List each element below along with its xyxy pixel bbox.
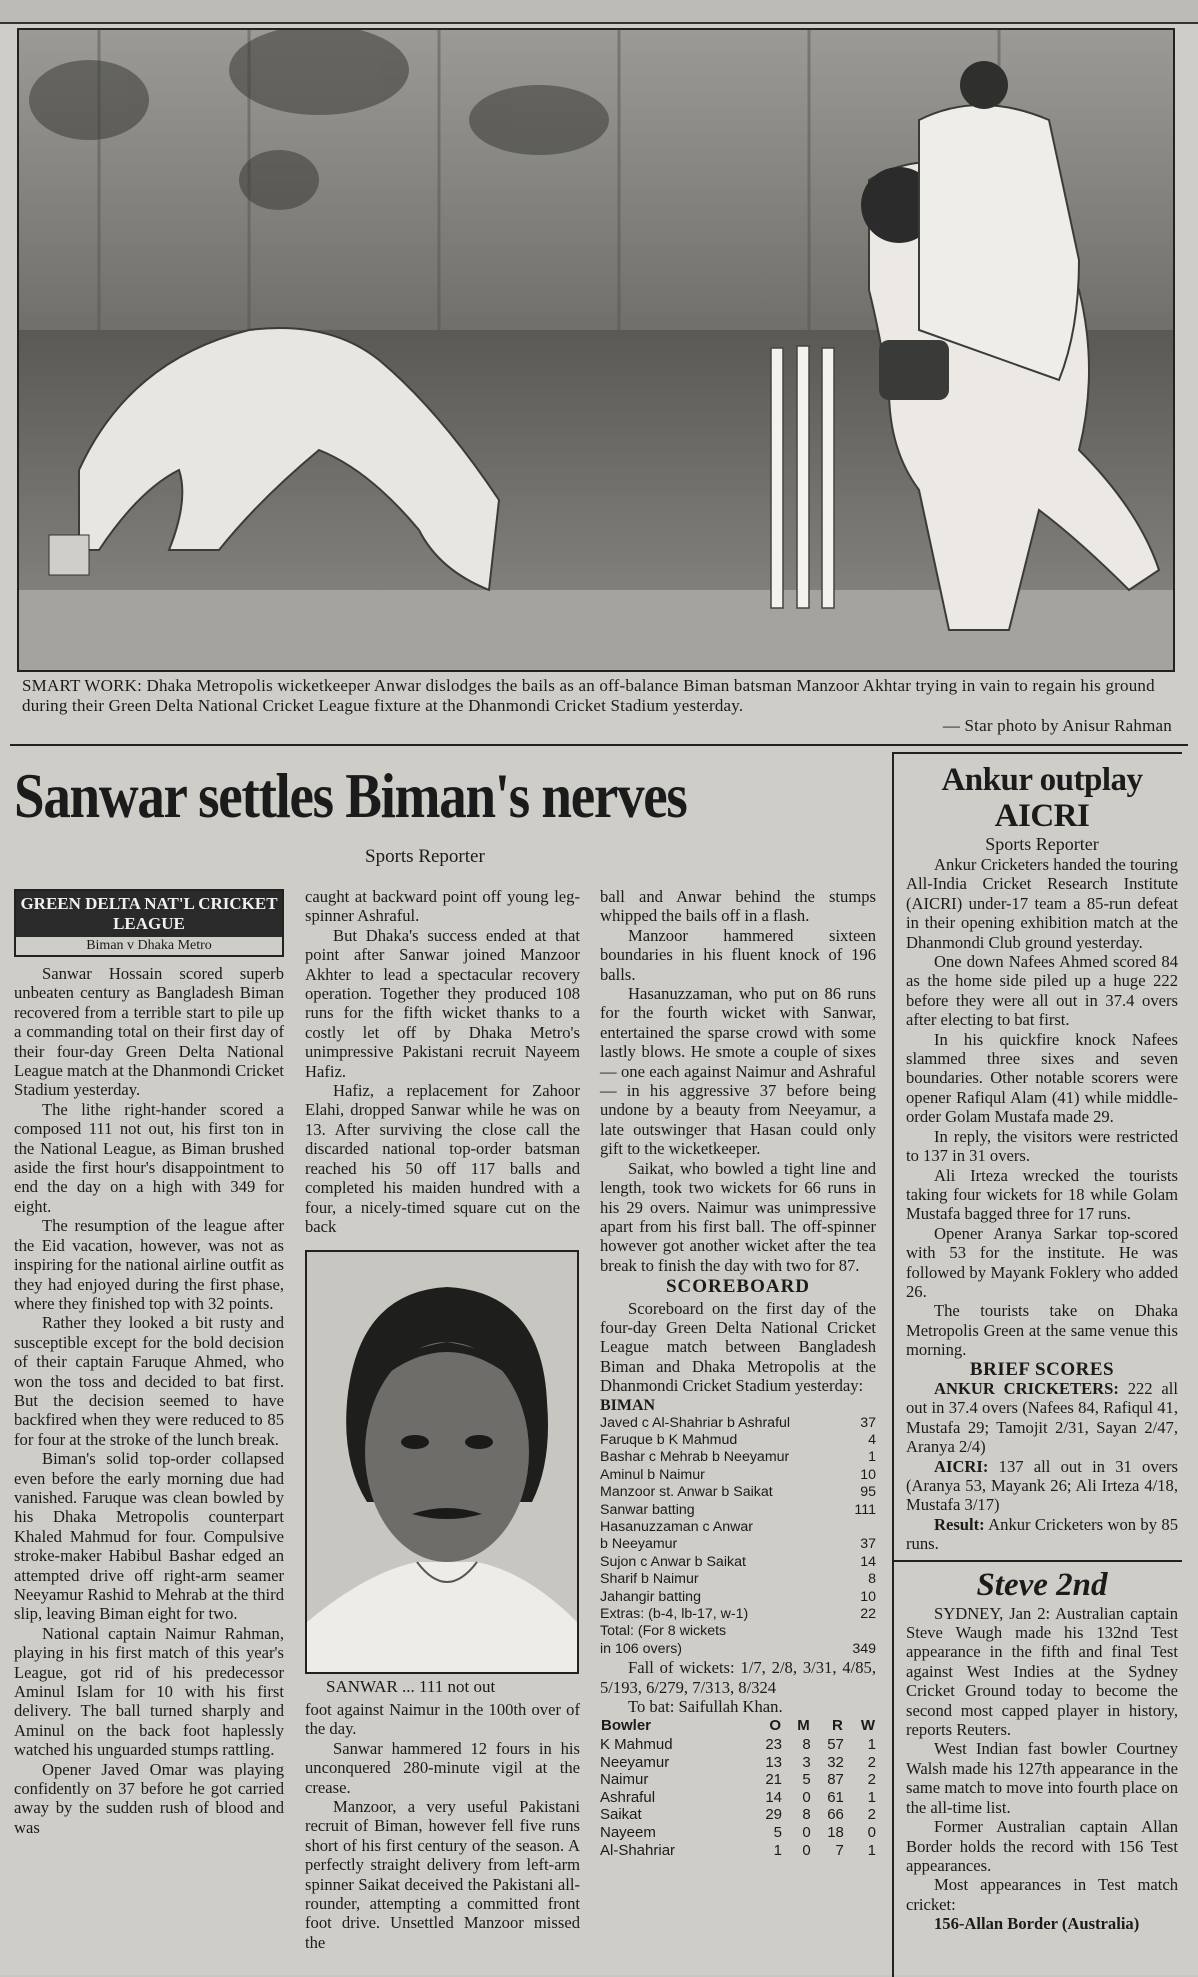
wickets: 2 <box>867 1753 876 1771</box>
bowler-name: K Mahmud <box>600 1736 673 1754</box>
story-column-2-top <box>305 887 580 1236</box>
story-paragraph: The lithe right-hander scored a composed 111 not out, his first ton in the National League, as Biman brushed aside the first hour's disappointment to end the day on a high with 349 for eight. <box>14 1099 284 1216</box>
overs: 13 <box>765 1753 782 1771</box>
maidens: 0 <box>802 1841 811 1859</box>
header-bowler: Bowler <box>601 1717 652 1735</box>
bowling-row <box>600 1771 876 1789</box>
bowling-row <box>600 1842 876 1860</box>
brief-text: 222 all out in 37.4 overs (Nafees 84, Rafiqul 41, Mustafa 29; Tamojit 2/31, Sayan 2/47, Aranya 2/4) <box>906 1378 1178 1457</box>
fall-of-wickets: Fall of wickets: 1/7, 2/8, 3/31, 4/85, 5/193, 6/279, 7/313, 8/324 <box>600 1658 876 1697</box>
story-paragraph: In reply, the visitors were restricted to 137 in 31 overs. <box>906 1126 1178 1166</box>
batsman-runs: 10 <box>860 1466 876 1483</box>
bowling-header <box>600 1716 876 1736</box>
story-column-1 <box>14 964 284 1837</box>
batting-row <box>600 1554 876 1571</box>
bowling-row <box>600 1806 876 1824</box>
batting-row <box>600 1502 876 1519</box>
batsman-entry: Sanwar batting <box>600 1501 695 1518</box>
story-paragraph: One down Nafees Ahmed scored 84 as the home side piled up a huge 222 before they were all out in 37.4 overs after electing to bat first. <box>906 952 1178 1030</box>
story-paragraph: Biman's solid top-order collapsed even before the early morning due had vanished. Faruque was clean bowled by his Dhaka Metropolis counterpart Khaled Mahmud for four. Compulsive stroke-maker Habibul Bashar edged an attempted drive off right-arm seamer Neeyamur Rashid to Mehrab at the third slip, leaving Biman eight for two. <box>14 1449 284 1624</box>
cricket-action-photo <box>17 28 1175 672</box>
scoreboard-team: BIMAN <box>600 1396 656 1414</box>
steve-body <box>906 1604 1178 1934</box>
extras-row <box>600 1606 876 1623</box>
story-paragraph: The resumption of the league after the Eid vacation, however, was not as inspiring for the national airline outfit as they had enjoyed during the first phase, where they finished top with 32 points. <box>14 1216 284 1313</box>
bowler-name: Saikat <box>600 1806 642 1824</box>
brief-scores-title: BRIEF SCORES <box>969 1358 1115 1380</box>
batting-row <box>600 1571 876 1588</box>
batsman-entry: Javed c Al-Shahriar b Ashraful <box>600 1414 791 1431</box>
story-paragraph: National captain Naimur Rahman, playing in his first match of this year's League, got rid of his predecessor Aminul Islam for 10 with his first delivery. The ball turned sharply and Aminul on the back foot haplessly watched his unguarded stumps rattling. <box>14 1623 284 1760</box>
overs: 14 <box>765 1788 782 1806</box>
bowling-row <box>600 1789 876 1807</box>
runs: 87 <box>827 1771 844 1789</box>
brief-label: Result: <box>934 1514 985 1534</box>
appearance-list-item: 156-Allan Border (Australia) <box>934 1914 1140 1934</box>
runs: 18 <box>827 1824 844 1842</box>
batsman-runs: 37 <box>860 1414 876 1431</box>
story-paragraph: Sanwar Hossain scored superb unbeaten century as Bangladesh Biman recovered from a terrible start to pile up a commanding total on their first day of their four-day Green Delta National League match at the Dhanmondi Cricket Stadium yesterday. <box>14 964 284 1100</box>
batsman-entry: Sharif b Naimur <box>600 1571 699 1588</box>
batting-row <box>600 1536 876 1553</box>
header-wickets: W <box>860 1717 875 1735</box>
ankur-story <box>894 754 1182 1554</box>
runs: 32 <box>827 1753 844 1771</box>
batsman-entry: Sujon c Anwar b Saikat <box>600 1553 746 1570</box>
maidens: 0 <box>802 1788 811 1806</box>
story-paragraph: SYDNEY, Jan 2: Australian captain Steve Waugh made his 132nd Test appearance in the fifth and final Test against West Indies at the Sydney Cricket Ground today to become the second most capped player in history, reports Reuters. <box>906 1603 1178 1740</box>
steve-headline: Steve 2nd <box>976 1566 1108 1603</box>
maidens: 8 <box>802 1736 811 1754</box>
story-paragraph: Opener Aranya Sarkar top-scored with 53 for the institute. He was followed by Mayank Foklery who added 26. <box>906 1223 1178 1301</box>
batting-row <box>600 1467 876 1484</box>
wickets: 1 <box>867 1736 876 1754</box>
bowler-name: Naimur <box>600 1771 649 1789</box>
batting-row <box>600 1415 876 1432</box>
page-top-strip <box>0 0 1198 24</box>
extras-runs: 22 <box>860 1606 876 1623</box>
ankur-headline: Ankur outplay AICRI <box>941 762 1143 834</box>
brief-score-line <box>906 1379 1178 1457</box>
bowler-name: Nayeem <box>600 1824 656 1842</box>
portrait-illustration <box>307 1252 577 1672</box>
total-row <box>600 1623 876 1640</box>
wickets: 2 <box>867 1771 876 1789</box>
scoreboard-title: SCOREBOARD <box>665 1276 811 1298</box>
batsman-runs: 8 <box>868 1571 876 1588</box>
sidebar-stories <box>892 752 1182 1977</box>
story-column-3 <box>600 887 876 1859</box>
portrait-caption: SANWAR ... 111 not out <box>326 1677 496 1696</box>
steve-story <box>894 1560 1182 1934</box>
total-score: 349 <box>852 1640 876 1657</box>
batsman-entry: Hasanuzzaman c Anwar <box>600 1519 753 1535</box>
story-paragraph: Most appearances in Test match cricket: <box>906 1875 1178 1914</box>
batsman-runs: 14 <box>860 1553 876 1570</box>
story-paragraph: The tourists take on Dhaka Metropolis Green at the same venue this morning. <box>906 1301 1178 1360</box>
caption-text: SMART WORK: Dhaka Metropolis wicketkeeper Anwar dislodges the bails as an off-balance Biman batsman Manzoor Akhtar trying in vain to regain his ground during their Green Delta National Cricket League fixture at the Dhanmondi Cricket Stadium yesterday. <box>22 676 1155 715</box>
total-label: Total: (For 8 wickets <box>600 1623 727 1640</box>
runs: 57 <box>827 1736 844 1754</box>
bowling-row <box>600 1754 876 1772</box>
photo-caption <box>22 676 1172 736</box>
bowling-table <box>600 1716 876 1859</box>
bowling-row <box>600 1824 876 1842</box>
wickets: 1 <box>867 1841 876 1859</box>
story-paragraph: Hasanuzzaman, who put on 86 runs for the fourth wicket with Sanwar, entertained the sparse crowd with some lastly blows. He smote a couple of sixes — one each against Naimur and Ashraful — in his aggressive 37 before being undone by a beauty from Neeyamur, a late outswinger that Hasan could only gift to the wicketkeeper. <box>600 984 876 1159</box>
brief-label: ANKUR CRICKETERS: <box>934 1378 1119 1398</box>
overs: 5 <box>773 1824 782 1842</box>
brief-score-line <box>906 1457 1178 1515</box>
maidens: 8 <box>802 1806 811 1824</box>
photo-credit: — Star photo by Anisur Rahman <box>942 716 1172 735</box>
batting-row <box>600 1589 876 1606</box>
league-kicker <box>14 889 284 957</box>
batsman-runs: 95 <box>860 1484 876 1501</box>
batsman-entry: Jahangir batting <box>600 1588 701 1605</box>
batting-row <box>600 1519 876 1536</box>
batsman-runs: 10 <box>860 1588 876 1605</box>
main-headline: Sanwar settles Biman's nerves <box>14 760 687 831</box>
batsman-entry: Aminul b Naimur <box>600 1466 705 1483</box>
brief-label: AICRI: <box>934 1456 989 1476</box>
extras-label: Extras: (b-4, lb-17, w-1) <box>600 1606 749 1623</box>
story-paragraph: Saikat, who bowled a tight line and length, took two wickets for 66 runs in his 29 overs. Naimur was unimpressive apart from his first ball. The off-spinner however got another wicket after the tea break to finish the day with two for 87. <box>600 1158 876 1275</box>
photo-illustration <box>19 30 1173 670</box>
section-divider <box>10 744 1188 746</box>
header-maidens: M <box>797 1717 810 1735</box>
bowling-row <box>600 1736 876 1754</box>
batsman-runs: 4 <box>868 1431 876 1448</box>
batsman-entry: Bashar c Mehrab b Neeyamur <box>600 1449 790 1466</box>
bowler-name: Neeyamur <box>600 1753 670 1771</box>
batsman-entry: Manzoor st. Anwar b Saikat <box>600 1484 773 1501</box>
story-paragraph: caught at backward point off young leg-spinner Ashraful. <box>305 887 580 926</box>
story-paragraph: ball and Anwar behind the stumps whipped the bails off in a flash. <box>600 887 876 926</box>
bowler-name: Ashraful <box>600 1788 656 1806</box>
batting-row <box>600 1432 876 1449</box>
story-paragraph: West Indian fast bowler Courtney Walsh made his 127th appearance in the same match to move into fourth place on the all-time list. <box>906 1739 1178 1817</box>
story-column-2-bottom <box>305 1700 580 1952</box>
runs: 7 <box>835 1841 844 1859</box>
main-byline: Sports Reporter <box>365 846 485 867</box>
ankur-byline: Sports Reporter <box>985 834 1099 854</box>
brief-score-line <box>906 1515 1178 1554</box>
bowler-name: Al-Shahriar <box>600 1841 676 1859</box>
total-overs: in 106 overs) <box>600 1640 683 1657</box>
story-paragraph: foot against Naimur in the 100th over of the day. <box>305 1700 580 1739</box>
runs: 61 <box>827 1788 844 1806</box>
maidens: 5 <box>802 1771 811 1789</box>
batting-card <box>600 1415 876 1659</box>
overs: 21 <box>765 1771 782 1789</box>
wickets: 0 <box>867 1824 876 1842</box>
header-overs: O <box>769 1717 781 1735</box>
maidens: 3 <box>802 1753 811 1771</box>
wickets: 1 <box>867 1788 876 1806</box>
batsman-entry: b Neeyamur <box>600 1536 678 1553</box>
runs: 66 <box>827 1806 844 1824</box>
story-paragraph: Former Australian captain Allan Border holds the record with 156 Test appearances. <box>906 1817 1178 1875</box>
batting-row <box>600 1484 876 1501</box>
scoreboard-intro: Scoreboard on the first day of the four-day Green Delta National Cricket League match between Bangladesh Biman and Dhaka Metropolis at the Dhanmondi Cricket Stadium yesterday: <box>600 1298 876 1396</box>
batsman-runs: 37 <box>860 1536 876 1553</box>
story-paragraph: Manzoor hammered sixteen boundaries in his fluent knock of 196 balls. <box>600 925 876 984</box>
wickets: 2 <box>867 1806 876 1824</box>
sanwar-portrait-photo <box>305 1250 579 1674</box>
maidens: 0 <box>802 1824 811 1842</box>
story-paragraph: But Dhaka's success ended at that point after Sanwar joined Manzoor Akhter to lead a spectacular recovery operation. Together they produced 108 runs for the fifth wicket thanks to a costly let off by Dhaka Metro's unimpressive Pakistani recruit Nayeem Hafiz. <box>305 925 580 1081</box>
overs: 1 <box>773 1841 782 1859</box>
total-row <box>600 1641 876 1658</box>
batsman-runs: 1 <box>868 1449 876 1466</box>
batsman-runs: 111 <box>854 1501 876 1518</box>
kicker-subtitle: Biman v Dhaka Metro <box>86 938 212 953</box>
story-paragraph: Ankur Cricketers handed the touring All-India Cricket Research Institute (AICRI) under-17 team a 85-run defeat in their opening exhibition match at the Dhanmondi Club ground yesterday. <box>906 855 1178 952</box>
story-paragraph: Hafiz, a replacement for Zahoor Elahi, dropped Sanwar while he was on 13. After surviving the close call the discarded national top-order batsman reached his 50 off 117 balls and completed his maiden hundred with a four, a nicely-timed square cut on the back <box>305 1081 580 1236</box>
story-paragraph: Sanwar hammered 12 fours in his unconquered 280-minute vigil at the crease. <box>305 1738 580 1797</box>
to-bat: To bat: Saifullah Khan. <box>628 1697 783 1717</box>
ankur-body <box>906 855 1178 1554</box>
batsman-entry: Faruque b K Mahmud <box>600 1431 738 1448</box>
story-paragraph: Ali Irteza wrecked the tourists taking four wickets for 18 while Golam Mustafa bagged three for 17 runs. <box>906 1165 1178 1224</box>
story-paragraph: In his quickfire knock Nafees slammed three sixes and seven boundaries. Other notable scorers were opener Rafiqul Alam (41) while middle-order Golam Mustafa made 29. <box>906 1029 1178 1127</box>
overs: 23 <box>765 1736 782 1754</box>
batting-row <box>600 1449 876 1466</box>
story-paragraph: Opener Javed Omar was playing confidently on 37 before he got carried away by the sudden rush of blood and was <box>14 1759 284 1837</box>
story-paragraph: Rather they looked a bit rusty and susceptible except for the bold decision of their captain Faruque Ahmed, who won the toss and decided to bat first. But the decision seemed to have backfired when they were reduced to 85 for four at the stroke of the lunch break. <box>14 1313 284 1449</box>
header-runs: R <box>832 1717 843 1735</box>
overs: 29 <box>765 1806 782 1824</box>
brief-text: Ankur Cricketers won by 85 runs. <box>906 1514 1178 1554</box>
story-paragraph: Manzoor, a very useful Pakistani recruit of Biman, however fell five runs short of his first century of the season. A perfectly straight delivery from left-arm spinner Saikat deceived the Pakistani all-rounder, attempting a committed front foot drive. Unsettled Manzoor missed the <box>305 1797 580 1952</box>
brief-text: 137 all out in 31 overs (Aranya 53, Mayank 26; Ali Irteza 4/18, Mustafa 3/17) <box>906 1456 1178 1515</box>
kicker-title: GREEN DELTA NAT'L CRICKET LEAGUE <box>16 891 282 937</box>
